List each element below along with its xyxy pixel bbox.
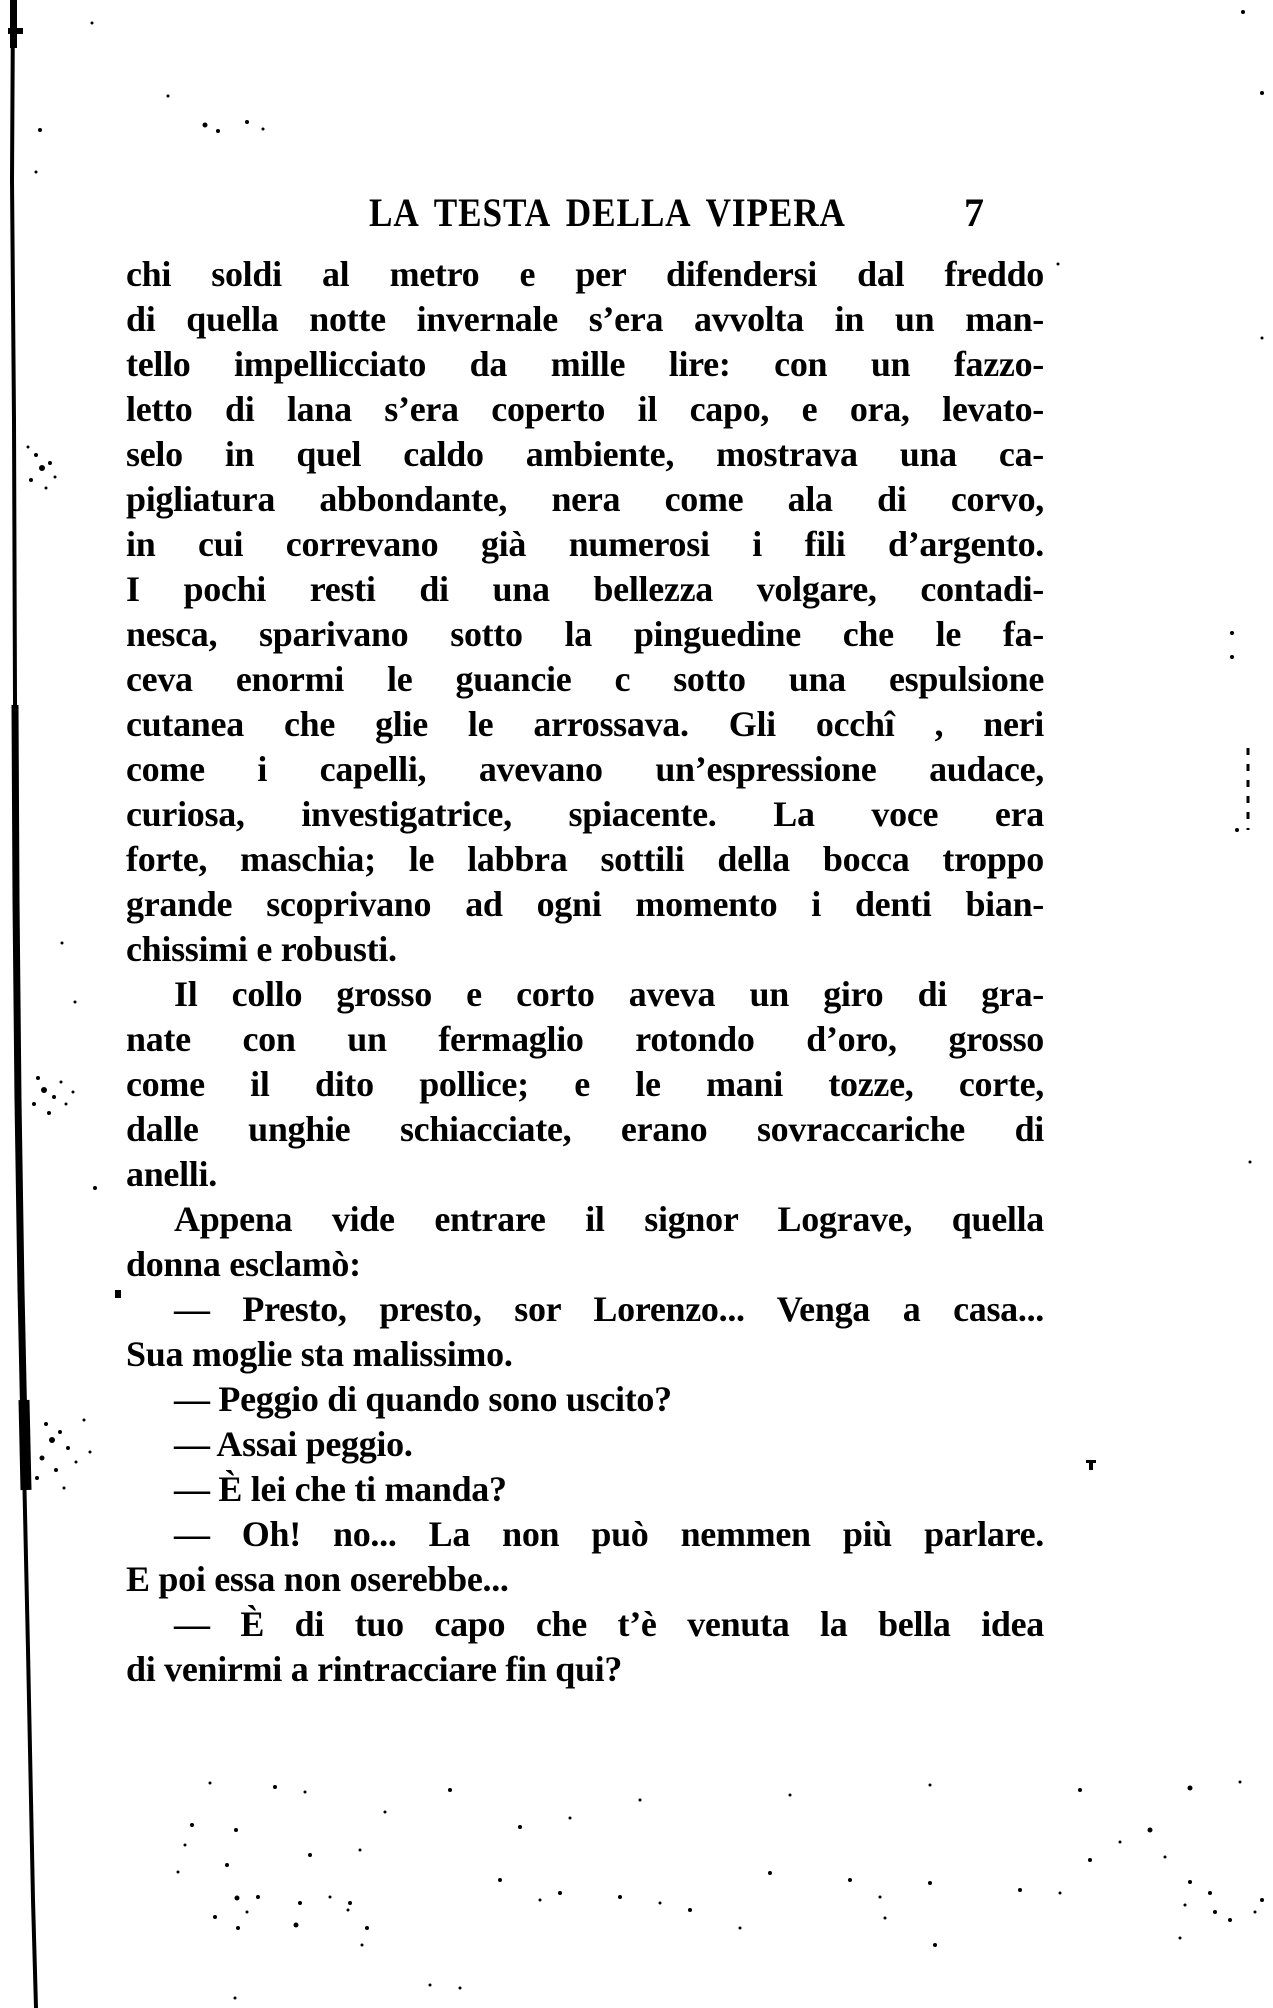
text-line: tello impellicciato da mille lire: con un fazzo- — [126, 344, 1044, 384]
running-title: LA TESTA DELLA VIPERA — [369, 190, 846, 235]
text-line: I pochi resti di una bellezza volgare, contadi- — [126, 569, 1044, 609]
text-line: — È di tuo capo che t’è venuta la bella idea — [174, 1604, 1044, 1644]
text-line: in cui correvano già numerosi i fili d’argento. — [126, 524, 1044, 564]
text-line: letto di lana s’era coperto il capo, e ora, levato- — [126, 389, 1044, 429]
text-line: Appena vide entrare il signor Lograve, quella — [174, 1199, 1044, 1239]
text-line: nate con un fermaglio rotondo d’oro, grosso — [126, 1019, 1044, 1059]
text-line: Il collo grosso e corto aveva un giro di gra- — [174, 974, 1044, 1014]
text-line: cutanea che glie le arrossava. Gli occhî , neri — [126, 704, 1044, 744]
text-line: — È lei che ti manda? — [174, 1469, 507, 1509]
text-line: grande scoprivano ad ogni momento i denti bian- — [126, 884, 1044, 924]
text-line: ceva enormi le guancie c sotto una espulsione — [126, 659, 1044, 699]
text-line: — Oh! no... La non può nemmen più parlare. — [174, 1514, 1044, 1554]
text-line: anelli. — [126, 1154, 217, 1194]
edge-line — [12, 0, 36, 2008]
text-line: donna esclamò: — [126, 1244, 361, 1284]
text-line: E poi essa non oserebbe... — [126, 1559, 509, 1599]
text-line: come il dito pollice; e le mani tozze, corte, — [126, 1064, 1044, 1104]
text-line: — Assai peggio. — [174, 1424, 413, 1464]
text-line: di venirmi a rintracciare fin qui? — [126, 1649, 623, 1689]
body-text — [126, 252, 1044, 1692]
page-number: 7 — [964, 190, 984, 235]
text-line: pigliatura abbondante, nera come ala di corvo, — [126, 479, 1044, 519]
text-line: dalle unghie schiacciate, erano sovraccariche di — [126, 1109, 1044, 1149]
text-line: chi soldi al metro e per difendersi dal freddo — [126, 254, 1044, 294]
text-line: come i capelli, avevano un’espressione audace, — [126, 749, 1044, 789]
text-line: nesca, sparivano sotto la pinguedine che le fa- — [126, 614, 1044, 654]
text-line: — Presto, presto, sor Lorenzo... Venga a casa... — [174, 1289, 1044, 1329]
text-line: — Peggio di quando sono uscito? — [174, 1379, 672, 1419]
text-line: selo in quel caldo ambiente, mostrava una ca- — [126, 434, 1044, 474]
text-line: chissimi e robusti. — [126, 929, 397, 969]
text-line: forte, maschia; le labbra sottili della bocca troppo — [126, 839, 1044, 879]
text-line: di quella notte invernale s’era avvolta in un man- — [126, 299, 1044, 339]
text-line: curiosa, investigatrice, spiacente. La voce era — [126, 794, 1044, 834]
text-line: Sua moglie sta malissimo. — [126, 1334, 513, 1374]
